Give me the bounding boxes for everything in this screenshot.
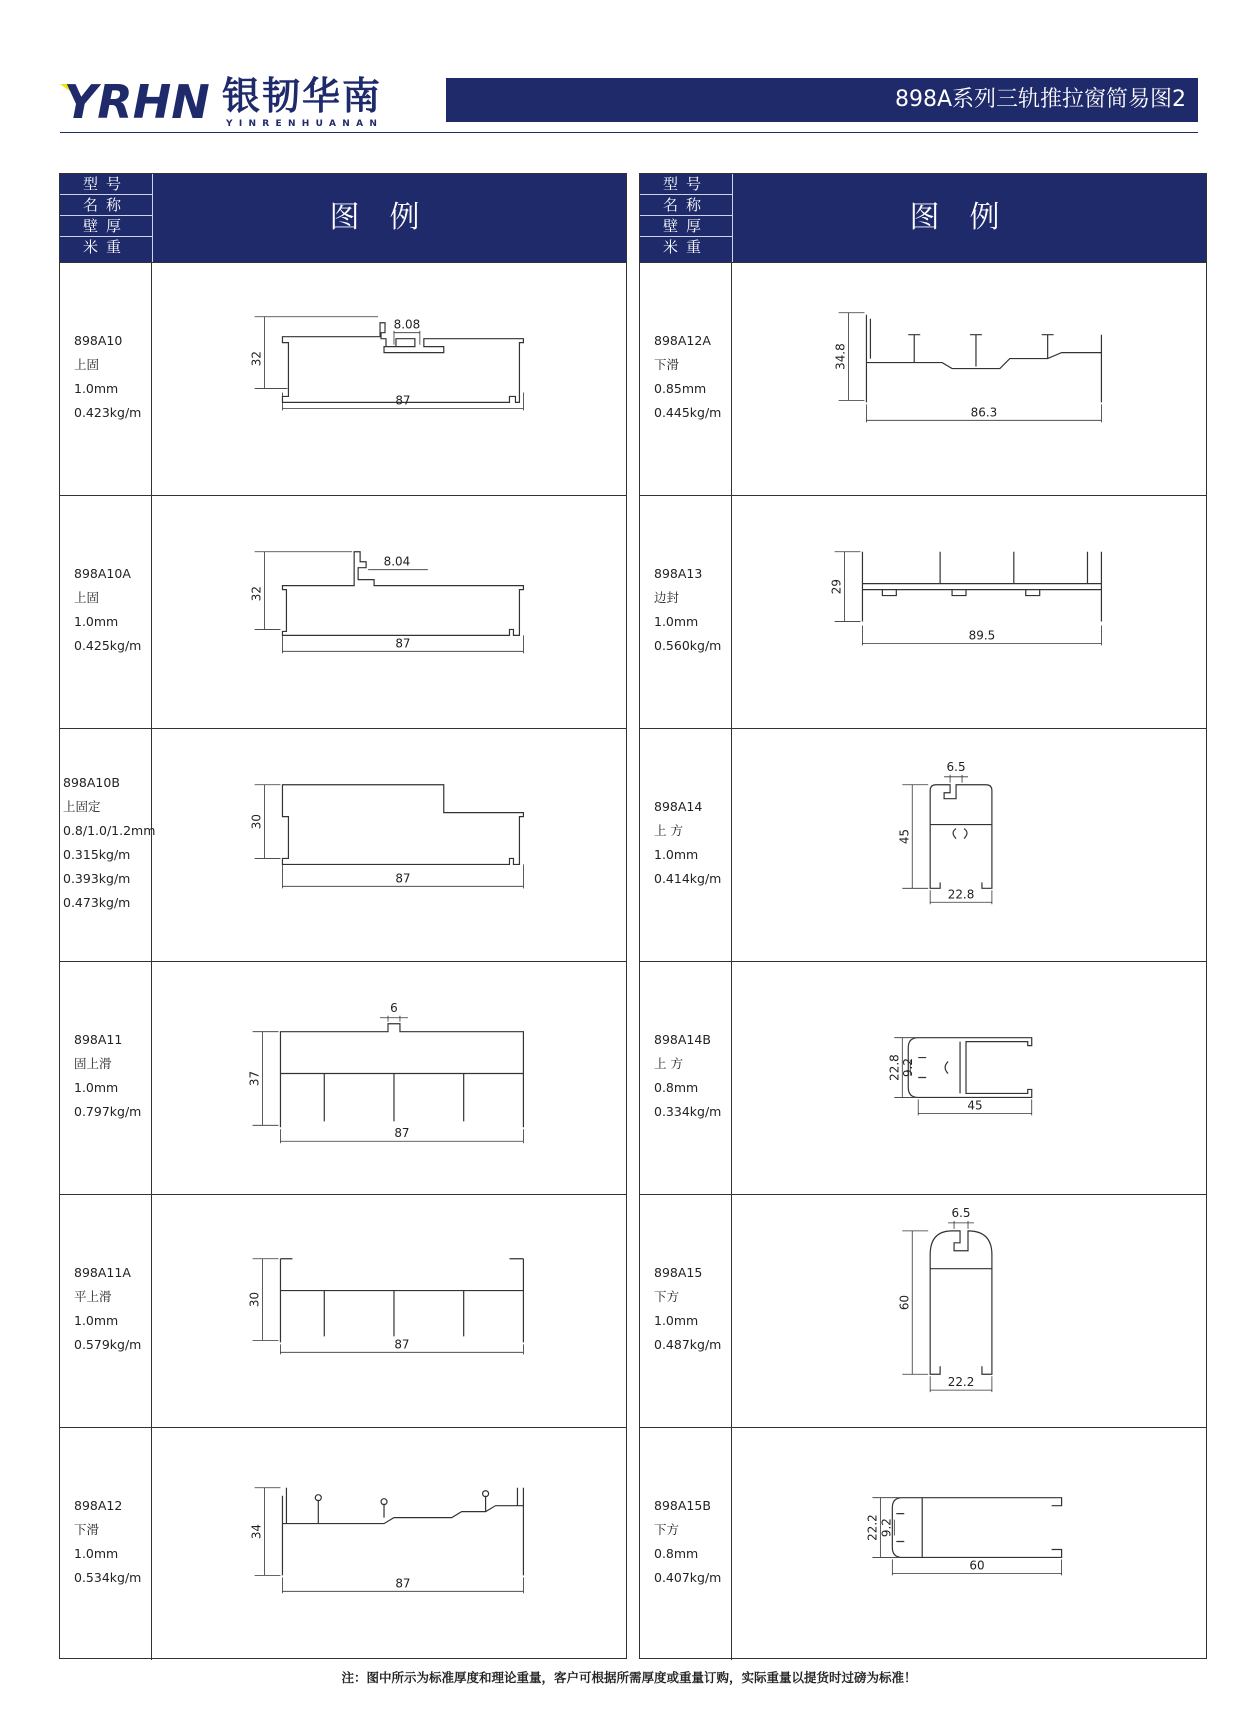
- legend-heading: 图例: [329, 200, 450, 235]
- profile-weight: 0.334kg/m: [654, 1104, 722, 1119]
- table-row: [640, 262, 1206, 495]
- profile-thickness: 1.0mm: [74, 381, 119, 396]
- table-row: [640, 495, 1206, 728]
- profile-thickness: 1.0mm: [654, 614, 699, 629]
- profile-info: [640, 1428, 732, 1660]
- profile-name: 下滑: [74, 1522, 100, 1537]
- dim-extra: 8.04: [383, 554, 411, 569]
- profile-thickness: 1.0mm: [74, 1313, 119, 1328]
- profile-thickness: 0.8mm: [654, 1080, 699, 1095]
- profile-info: [60, 729, 156, 961]
- profile-drawing: [732, 1195, 1206, 1427]
- profile-thickness: 1.0mm: [654, 1313, 699, 1328]
- dim-height: 45: [897, 828, 912, 845]
- profile-drawing: [732, 496, 1206, 728]
- profile-name: 下滑: [654, 357, 680, 372]
- profile-info: [640, 263, 732, 495]
- profile-weight: 0.560kg/m: [654, 638, 722, 653]
- profile-thickness: 0.8mm: [654, 1546, 699, 1561]
- dim-extra: 6: [390, 1000, 398, 1015]
- profile-info: [60, 1428, 152, 1660]
- profile-info: [640, 962, 732, 1194]
- profile-info: [60, 962, 152, 1194]
- dim-width: 22.8: [947, 887, 975, 902]
- dim-width: 87: [395, 636, 411, 651]
- brand-logo: [60, 74, 420, 130]
- table-row: [60, 262, 626, 495]
- profile-weight: 0.407kg/m: [654, 1570, 722, 1585]
- profile-code: 898A12A: [654, 333, 711, 348]
- title-bar: [446, 78, 1198, 122]
- profile-code: 898A15B: [654, 1498, 711, 1513]
- svg-text:YRHN: YRHN: [64, 76, 210, 124]
- profile-name: 下方: [654, 1522, 680, 1537]
- dim-height: 30: [247, 1291, 262, 1308]
- profile-info: [640, 729, 732, 961]
- profile-thickness: 1.0mm: [74, 1546, 119, 1561]
- table-header: [640, 174, 1206, 262]
- profile-name: 下方: [654, 1289, 680, 1304]
- profile-code: 898A12: [74, 1498, 123, 1513]
- profile-code: 898A14: [654, 799, 703, 814]
- dim-extra: 9.2: [879, 1518, 894, 1538]
- profile-drawing: [152, 1428, 626, 1660]
- profile-drawing: [152, 729, 626, 961]
- profile-code: 898A11A: [74, 1265, 131, 1280]
- profile-code: 898A10A: [74, 566, 131, 581]
- table-row: [640, 1194, 1206, 1427]
- profile-name: 固上滑: [74, 1056, 112, 1071]
- profile-info: [60, 496, 152, 728]
- table-row: [60, 961, 626, 1194]
- dim-width: 87: [395, 871, 411, 886]
- footnote: 注：图中所示为标准厚度和理论重量，客户可根据所需厚度或重量订购，实际重量以提货时过磅为标准！: [341, 1670, 917, 1685]
- profile-drawing: [732, 1428, 1206, 1660]
- profile-code: 898A10B: [63, 775, 120, 790]
- profile-thickness: 1.0mm: [74, 1080, 119, 1095]
- label-weight: 米重: [82, 238, 129, 256]
- table-row: [640, 961, 1206, 1194]
- dim-width: 86.3: [970, 405, 998, 420]
- profile-name: 上 方: [654, 1056, 683, 1071]
- label-weight: 米重: [662, 238, 709, 256]
- table-header: [60, 174, 626, 262]
- dim-width: 87: [395, 393, 411, 408]
- dim-width: 87: [395, 1576, 411, 1591]
- dim-width: 87: [394, 1337, 410, 1352]
- dim-height: 34.8: [833, 343, 848, 370]
- profile-name: 上固: [74, 590, 100, 605]
- label-model: 型号: [60, 174, 152, 195]
- profile-weight: 0.414kg/m: [654, 871, 722, 886]
- profile-weight: 0.797kg/m: [74, 1104, 142, 1119]
- profile-weight: 0.534kg/m: [74, 1570, 142, 1585]
- profile-thickness: 0.85mm: [654, 381, 707, 396]
- label-name: 名称: [640, 195, 732, 216]
- profile-code: 898A10: [74, 333, 123, 348]
- profile-weight: 0.473kg/m: [63, 895, 131, 910]
- table-row: [60, 1427, 626, 1660]
- profile-info: [640, 496, 732, 728]
- header-divider: [60, 132, 1198, 133]
- profile-thickness: 1.0mm: [654, 847, 699, 862]
- profile-weight: 0.445kg/m: [654, 405, 722, 420]
- dim-extra: 8.08: [393, 317, 421, 332]
- brand-name-en: YINRENHUANAN: [226, 119, 384, 129]
- dim-height: 22.2: [865, 1514, 880, 1541]
- profile-name: 平上滑: [74, 1289, 112, 1304]
- profile-code: 898A15: [654, 1265, 703, 1280]
- dim-extra: 6.5: [951, 1205, 971, 1220]
- profile-info: [60, 263, 152, 495]
- profile-name: 上固定: [63, 799, 101, 814]
- profile-thickness: 0.8/1.0/1.2mm: [63, 823, 156, 838]
- profile-code: 898A14B: [654, 1032, 711, 1047]
- profile-name: 上固: [74, 357, 100, 372]
- profile-info: [60, 1195, 152, 1427]
- dim-width: 89.5: [968, 628, 996, 643]
- table-row: [640, 728, 1206, 961]
- profile-drawing: [152, 962, 626, 1194]
- label-thickness: 壁厚: [640, 216, 732, 237]
- label-thickness: 壁厚: [60, 216, 152, 237]
- profile-name: 上 方: [654, 823, 683, 838]
- legend-heading: 图例: [909, 200, 1030, 235]
- profile-weight: 0.315kg/m: [63, 847, 131, 862]
- profile-drawing: [732, 263, 1206, 495]
- dim-height: 37: [247, 1070, 262, 1087]
- dim-width: 45: [967, 1098, 983, 1113]
- dim-height: 32: [249, 350, 264, 367]
- profile-drawing: [152, 496, 626, 728]
- profile-weight: 0.393kg/m: [63, 871, 131, 886]
- dim-width: 87: [394, 1126, 410, 1141]
- dim-width: 22.2: [947, 1375, 975, 1390]
- profile-info: [640, 1195, 732, 1427]
- page-header: [60, 68, 1198, 138]
- profile-thickness: 1.0mm: [74, 614, 119, 629]
- profile-drawing: [152, 1195, 626, 1427]
- dim-height: 32: [249, 585, 264, 602]
- dim-width: 60: [969, 1558, 985, 1573]
- logo-mark: [60, 76, 220, 124]
- brand-name-cn: 银韧华南: [222, 74, 383, 118]
- profile-drawing: [732, 729, 1206, 961]
- table-row: [60, 1194, 626, 1427]
- profile-weight: 0.487kg/m: [654, 1337, 722, 1352]
- page-title: 898A系列三轨推拉窗简易图2: [894, 87, 1186, 112]
- profile-name: 边封: [654, 590, 680, 605]
- dim-height: 30: [249, 813, 264, 830]
- dim-extra: 9.2: [901, 1058, 916, 1078]
- label-model: 型号: [640, 174, 732, 195]
- profile-code: 898A13: [654, 566, 703, 581]
- dim-height: 29: [829, 579, 844, 595]
- dim-extra: 6.5: [946, 759, 966, 774]
- profile-table-right: [639, 173, 1207, 1659]
- profile-drawing: [732, 962, 1206, 1194]
- table-row: [640, 1427, 1206, 1660]
- profile-table-left: [59, 173, 627, 1659]
- profile-weight: 0.579kg/m: [74, 1337, 142, 1352]
- dim-height: 60: [897, 1294, 912, 1311]
- profile-weight: 0.425kg/m: [74, 638, 142, 653]
- dim-height: 34: [249, 1523, 264, 1540]
- label-name: 名称: [60, 195, 152, 216]
- table-row: [60, 728, 626, 961]
- dim-height: 22.8: [887, 1054, 902, 1081]
- profile-weight: 0.423kg/m: [74, 405, 142, 420]
- profile-code: 898A11: [74, 1032, 123, 1047]
- profile-drawing: [152, 263, 626, 495]
- table-row: [60, 495, 626, 728]
